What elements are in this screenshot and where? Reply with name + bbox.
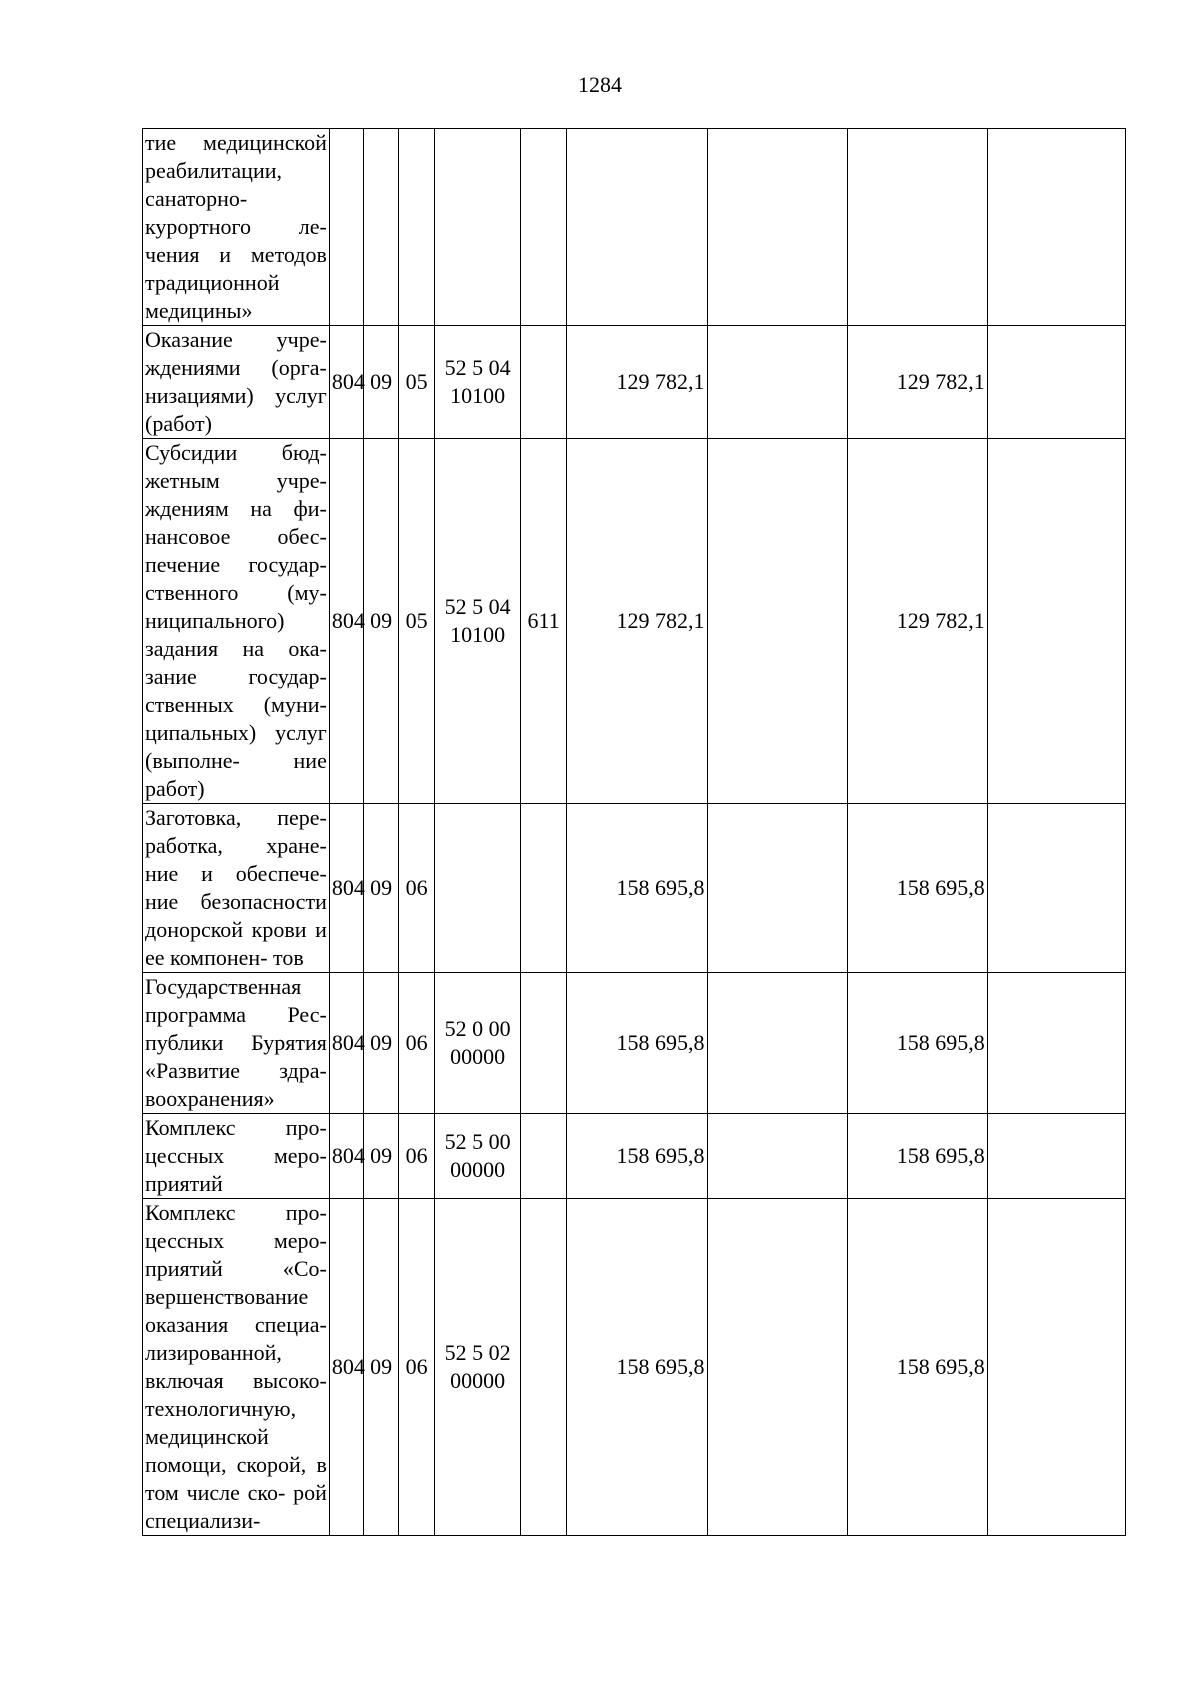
- target-article-cell: [435, 129, 520, 326]
- description-text: Заготовка, пере-: [145, 805, 327, 830]
- description-text: технологичную,: [145, 1396, 297, 1421]
- description-text: донорской крови: [145, 917, 307, 942]
- item-code-cell: 06: [398, 1114, 435, 1199]
- amount-cell-4: [987, 439, 1125, 804]
- amount-cell-3: 158 695,8: [847, 1199, 987, 1536]
- description-text: ждениям на фи-: [145, 496, 327, 521]
- expense-type-cell: [520, 129, 567, 326]
- amount-cell-4: [987, 804, 1125, 973]
- description-text: в том числе ско-: [145, 1452, 327, 1505]
- subsection-code-cell: 09: [364, 1114, 399, 1199]
- table-row: [143, 326, 1126, 439]
- description-text: Оказание учре-: [145, 327, 327, 352]
- section-code-cell: 804: [329, 973, 364, 1114]
- description-text: помощи, скорой,: [145, 1452, 307, 1477]
- amount-cell-3: 158 695,8: [847, 973, 987, 1114]
- amount-cell-3: 158 695,8: [847, 804, 987, 973]
- subsection-code-cell: 09: [364, 439, 399, 804]
- expense-type-cell: 611: [520, 439, 567, 804]
- description-text: медицины»: [145, 298, 253, 323]
- description-text: курортного ле-: [145, 214, 327, 239]
- expense-type-cell: [520, 973, 567, 1114]
- description-text: Комплекс про-: [145, 1115, 327, 1140]
- target-article-code: 52 5 04: [444, 594, 511, 619]
- expense-type-cell: [520, 1199, 567, 1536]
- description-text: включая высоко-: [145, 1368, 327, 1393]
- target-article-cell: [435, 1199, 520, 1536]
- description-text: ципальных): [145, 720, 257, 745]
- subsection-code-cell: 09: [364, 804, 399, 973]
- description-text: санаторно-: [145, 186, 248, 211]
- amount-cell-2: [707, 973, 847, 1114]
- description-text: работка, хране-: [145, 833, 327, 858]
- item-code-cell: 05: [398, 439, 435, 804]
- description-cell: [143, 129, 330, 326]
- target-article-code: 52 5 00: [444, 1129, 511, 1154]
- subsection-code-cell: [364, 129, 399, 326]
- amount-cell-2: [707, 129, 847, 326]
- table-row: [143, 973, 1126, 1114]
- amount-cell-2: [707, 439, 847, 804]
- table-body: [143, 129, 1126, 1536]
- description-cell: [143, 804, 330, 973]
- expense-type-cell: [520, 1114, 567, 1199]
- section-code-cell: 804: [329, 1199, 364, 1536]
- description-text: цессных меро-: [145, 1143, 327, 1168]
- description-text: ние безопасности: [145, 889, 327, 914]
- amount-cell-4: [987, 973, 1125, 1114]
- description-text: услуг (выполне-: [145, 720, 327, 773]
- target-article-cell: [435, 973, 520, 1114]
- amount-cell-3: [847, 129, 987, 326]
- target-article-code: 52 5 04: [444, 355, 511, 380]
- section-code-cell: 804: [329, 804, 364, 973]
- amount-cell-1: 158 695,8: [567, 804, 707, 973]
- item-code-cell: 06: [398, 804, 435, 973]
- amount-cell-3: 129 782,1: [847, 439, 987, 804]
- target-article-code: 10100: [450, 622, 506, 647]
- item-code-cell: 06: [398, 973, 435, 1114]
- description-text: услуг (работ): [145, 383, 327, 436]
- section-code-cell: [329, 129, 364, 326]
- table-row: [143, 1199, 1126, 1536]
- description-text: приятий «Со-: [145, 1256, 327, 1281]
- description-text: зание государ-: [145, 664, 327, 689]
- target-article-code: 00000: [450, 1044, 506, 1069]
- description-text: воохранения»: [145, 1086, 275, 1111]
- description-text: медицинской: [145, 1424, 269, 1449]
- description-text: цессных меро-: [145, 1228, 327, 1253]
- section-code-cell: 804: [329, 326, 364, 439]
- amount-cell-1: 129 782,1: [567, 439, 707, 804]
- amount-cell-1: 129 782,1: [567, 326, 707, 439]
- target-article-cell: [435, 326, 520, 439]
- table-row: [143, 804, 1126, 973]
- description-text: жетным учре-: [145, 468, 327, 493]
- description-text: «Развитие здра-: [145, 1058, 327, 1083]
- description-text: низациями): [145, 383, 254, 408]
- target-article-code: 00000: [450, 1157, 506, 1182]
- amount-cell-1: 158 695,8: [567, 1114, 707, 1199]
- amount-cell-1: [567, 129, 707, 326]
- table-row: [143, 1114, 1126, 1199]
- amount-cell-2: [707, 804, 847, 973]
- page-number: 1284: [578, 72, 622, 97]
- description-cell: [143, 326, 330, 439]
- description-text: ниципального): [145, 608, 285, 633]
- item-code-cell: 05: [398, 326, 435, 439]
- description-text: задания на ока-: [145, 636, 327, 661]
- description-text: Государственная: [145, 974, 302, 999]
- amount-cell-2: [707, 1199, 847, 1536]
- section-code-cell: 804: [329, 439, 364, 804]
- amount-cell-2: [707, 1114, 847, 1199]
- description-text: рой специализи-: [145, 1480, 327, 1533]
- target-article-cell: [435, 804, 520, 973]
- target-article-code: 00000: [450, 1368, 506, 1393]
- description-text: чения и методов: [145, 242, 327, 267]
- description-text: Субсидии бюд-: [145, 440, 327, 465]
- description-text: приятий: [145, 1171, 223, 1196]
- description-text: Комплекс про-: [145, 1200, 327, 1225]
- description-text: ние и обеспече-: [145, 861, 327, 886]
- description-text: лизированной,: [145, 1340, 282, 1365]
- amount-cell-2: [707, 326, 847, 439]
- amount-cell-3: 129 782,1: [847, 326, 987, 439]
- expense-type-cell: [520, 326, 567, 439]
- description-cell: [143, 973, 330, 1114]
- target-article-cell: [435, 1114, 520, 1199]
- subsection-code-cell: 09: [364, 973, 399, 1114]
- description-text: ние работ): [145, 748, 327, 801]
- amount-cell-3: 158 695,8: [847, 1114, 987, 1199]
- subsection-code-cell: 09: [364, 326, 399, 439]
- description-cell: [143, 1114, 330, 1199]
- description-cell: [143, 439, 330, 804]
- section-code-cell: 804: [329, 1114, 364, 1199]
- description-text: публики Бурятия: [145, 1030, 327, 1055]
- target-article-code: 52 5 02: [444, 1340, 511, 1365]
- item-code-cell: 06: [398, 1199, 435, 1536]
- table-row: [143, 129, 1126, 326]
- description-text: ственных (муни-: [145, 692, 327, 717]
- description-text: вершенствование: [145, 1284, 309, 1309]
- description-text: печение государ-: [145, 552, 327, 577]
- description-text: ственного (му-: [145, 580, 327, 605]
- description-text: традиционной: [145, 270, 280, 295]
- expense-type-cell: [520, 804, 567, 973]
- description-text: оказания специа-: [145, 1312, 327, 1337]
- budget-table: [142, 128, 1126, 1536]
- description-text: реабилитации,: [145, 158, 282, 183]
- amount-cell-4: [987, 129, 1125, 326]
- target-article-code: 52 0 00: [444, 1016, 511, 1041]
- target-article-cell: [435, 439, 520, 804]
- description-text: ждениями (орга-: [145, 355, 327, 380]
- amount-cell-4: [987, 1199, 1125, 1536]
- amount-cell-4: [987, 1114, 1125, 1199]
- item-code-cell: [398, 129, 435, 326]
- description-text: тие медицинской: [145, 130, 327, 155]
- description-text: и ее компонен-: [145, 917, 327, 970]
- amount-cell-1: 158 695,8: [567, 973, 707, 1114]
- subsection-code-cell: 09: [364, 1199, 399, 1536]
- description-text: тов: [273, 945, 304, 970]
- description-cell: [143, 1199, 330, 1536]
- amount-cell-4: [987, 326, 1125, 439]
- target-article-code: 10100: [450, 383, 506, 408]
- description-text: нансовое обес-: [145, 524, 327, 549]
- table-row: [143, 439, 1126, 804]
- description-text: программа Рес-: [145, 1002, 327, 1027]
- amount-cell-1: 158 695,8: [567, 1199, 707, 1536]
